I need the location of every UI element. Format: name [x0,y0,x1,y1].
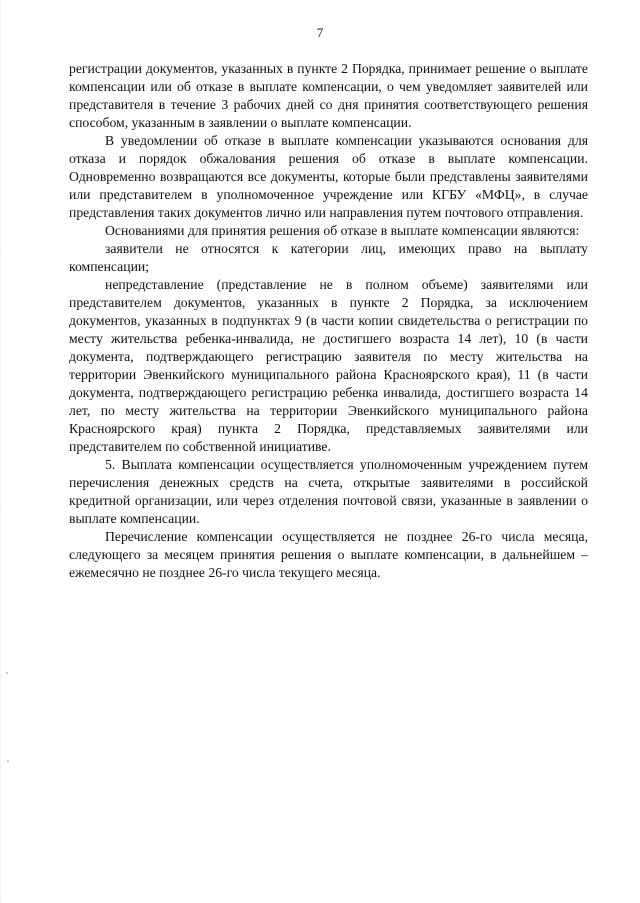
scan-edge-shadow [0,0,2,903]
paragraph-refusal-grounds-intro: Основаниями для принятия решения об отказе в выплате компенсации являются: [105,223,580,238]
paragraph-payment-method: 5. Выплата компенсации осуществляется уполномоченным учреждением путем перечисления денежных средств на счета, открытые заявителями в российской кредитной организации, или через отделения почтовой связи, указанные в заявлении о выплате компенсации. [69,457,588,526]
paragraph-payment-deadline: Перечисление компенсации осуществляется не позднее 26-го числа месяца, следующего за месяцем принятия решения о выплате компенсации, в дальнейшем – ежемесячно не позднее 26-го числа текущего месяца. [69,529,588,580]
paragraph-ground-category: заявители не относятся к категории лиц, имеющих право на выплату компенсации; [69,241,588,274]
scan-speck [7,760,9,762]
scan-speck [6,672,8,674]
page-number: 7 [316,25,324,40]
document-body [69,60,588,582]
paragraph-decision-notice: регистрации документов, указанных в пункте 2 Порядка, принимает решение о выплате компенсации или об отказе в выплате компенсации, о чем уведомляет заявителей или представителя в течение 3 рабочих дней со дня принятия соответствующего решения способом, указанным в заявлении о выплате компенсации. [69,61,588,130]
paragraph-refusal-notification: В уведомлении об отказе в выплате компенсации указываются основания для отказа и порядок обжалования решения об отказе в выплате компенсации. Одновременно возвращаются все документы, которые были представлены заявителями или представителем в уполномоченное учреждение или КГБУ «МФЦ», в случае представления таких документов лично или направления путем почтового отправления. [69,133,588,220]
paragraph-ground-documents: непредставление (представление не в полном объеме) заявителями или представителем документов, указанных в пункте 2 Порядка, за исключением документов, указанных в подпунктах 9 (в части копии свидетельства о регистрации по месту жительства ребенка-инвалида, не достигшего возраста 14 лет), 10 (в части документа, подтверждающего регистрацию заявителя по месту жительства на территории Эвенкийского муниципального района Красноярского края), 11 (в части документа, подтверждающего регистрацию ребенка инвалида, достигшего возраста 14 лет, по месту жительства на территории Эвенкийского муниципального района Красноярского края) пункта 2 Порядка, представляемых заявителями или представителем по собственной инициативе. [69,277,588,454]
